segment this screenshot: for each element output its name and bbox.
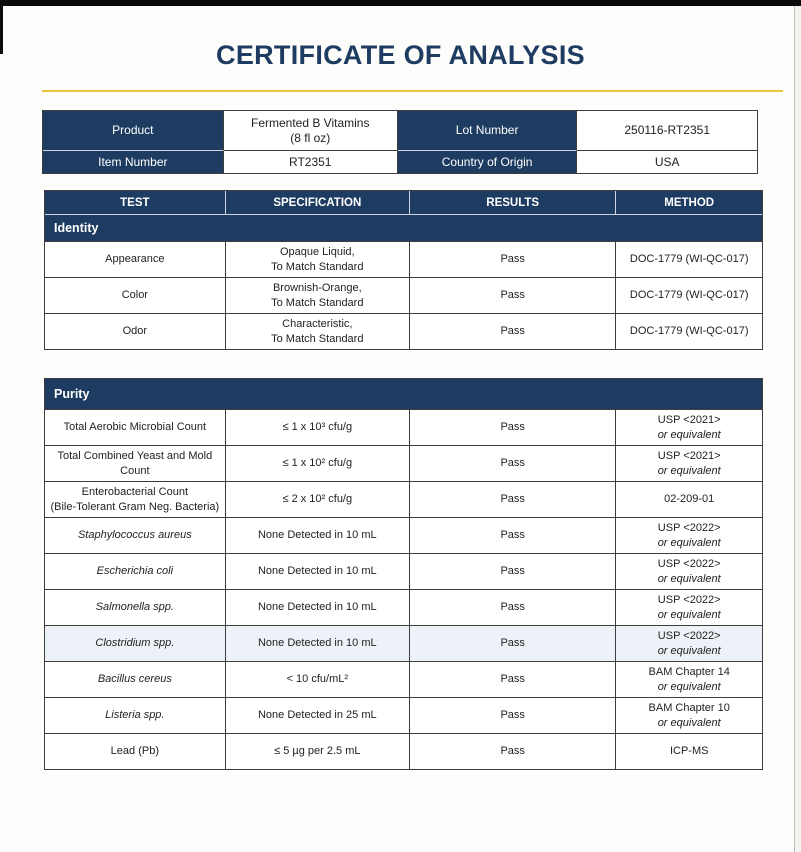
result-cell	[410, 314, 616, 349]
result-value: Pass	[500, 529, 525, 542]
spec-cell	[226, 626, 410, 661]
spec-cell	[226, 590, 410, 625]
test-name-line: Lead (Pb)	[110, 745, 159, 758]
method-cell	[616, 554, 762, 589]
result-value: Pass	[500, 421, 525, 434]
spec-cell	[226, 242, 410, 277]
test-name-line: Enterobacterial Count	[81, 486, 189, 499]
spec-line: < 10 cfu/mL²	[286, 673, 349, 686]
product-label: Product	[43, 111, 224, 150]
results-header-row	[45, 191, 762, 214]
spec-line: None Detected in 10 mL	[257, 601, 377, 614]
method-line: DOC-1779 (WI-QC-017)	[629, 253, 749, 266]
product-value-line: (8 fl oz)	[290, 130, 331, 145]
test-cell	[45, 518, 226, 553]
result-cell	[410, 734, 616, 769]
method-line: or equivalent	[657, 608, 721, 621]
spec-cell	[226, 698, 410, 733]
test-cell	[45, 554, 226, 589]
table-row	[45, 661, 762, 697]
scan-edge-band	[795, 6, 801, 852]
purity-rows	[45, 409, 762, 769]
spec-cell	[226, 446, 410, 481]
spec-line: ≤ 2 x 10² cfu/g	[282, 493, 353, 506]
test-name-line: Total Combined Yeast and Mold	[57, 450, 213, 463]
spec-line: To Match Standard	[271, 332, 364, 345]
result-cell	[410, 626, 616, 661]
result-cell	[410, 446, 616, 481]
method-line: or equivalent	[657, 572, 721, 585]
method-line: or equivalent	[657, 716, 721, 729]
method-cell	[616, 482, 762, 517]
spec-cell	[226, 554, 410, 589]
table-row	[45, 277, 762, 313]
product-info-table	[42, 110, 758, 174]
result-value: Pass	[500, 325, 525, 338]
table-row	[45, 481, 762, 517]
column-header-method: METHOD	[664, 197, 715, 209]
origin-value: USA	[577, 150, 757, 173]
spec-cell	[226, 662, 410, 697]
result-value: Pass	[500, 253, 525, 266]
spec-line: Brownish-Orange,	[272, 282, 362, 295]
test-cell	[45, 410, 226, 445]
test-name-line: (Bile-Tolerant Gram Neg. Bacteria)	[50, 500, 220, 513]
spec-line: ≤ 5 µg per 2.5 mL	[274, 745, 361, 758]
test-name-line: Clostridium spp.	[95, 637, 175, 650]
table-row	[45, 625, 762, 661]
test-cell	[45, 314, 226, 349]
identity-rows	[45, 241, 762, 349]
spec-line: None Detected in 10 mL	[257, 529, 377, 542]
spec-cell	[226, 278, 410, 313]
method-cell	[616, 626, 762, 661]
method-line: or equivalent	[657, 680, 721, 693]
table-row	[45, 241, 762, 277]
method-line: 02-209-01	[664, 493, 715, 506]
spec-cell	[226, 518, 410, 553]
spec-line: Characteristic,	[282, 318, 353, 331]
result-cell	[410, 698, 616, 733]
method-line: DOC-1779 (WI-QC-017)	[629, 289, 749, 302]
table-row	[45, 517, 762, 553]
result-value: Pass	[500, 289, 525, 302]
method-line: DOC-1779 (WI-QC-017)	[629, 325, 749, 338]
result-cell	[410, 662, 616, 697]
result-cell	[410, 410, 616, 445]
spec-line: ≤ 1 x 10² cfu/g	[282, 457, 353, 470]
spec-line: ≤ 1 x 10³ cfu/g	[282, 421, 353, 434]
result-cell	[410, 590, 616, 625]
test-cell	[45, 278, 226, 313]
method-line: USP <2022>	[657, 522, 721, 535]
method-cell	[616, 278, 762, 313]
method-line: or equivalent	[657, 644, 721, 657]
method-line: USP <2022>	[657, 558, 721, 571]
section-header-purity: Purity	[45, 379, 762, 409]
test-name-line: Count	[120, 464, 150, 477]
spec-cell	[226, 410, 410, 445]
table-row	[45, 589, 762, 625]
table-row	[45, 553, 762, 589]
spec-cell	[226, 482, 410, 517]
result-value: Pass	[500, 637, 525, 650]
method-line: or equivalent	[657, 536, 721, 549]
method-line: USP <2021>	[657, 414, 721, 427]
scan-edge-right	[794, 6, 795, 852]
test-cell	[45, 734, 226, 769]
method-line: USP <2022>	[657, 630, 721, 643]
identity-table	[44, 190, 763, 350]
test-name-line: Appearance	[105, 253, 165, 266]
lot-number-label: Lot Number	[398, 111, 578, 150]
column-header-test: TEST	[45, 191, 226, 214]
item-number-value: RT2351	[224, 150, 398, 173]
spec-line: None Detected in 25 mL	[257, 709, 377, 722]
test-name-line: Bacillus cereus	[97, 673, 172, 686]
test-cell	[45, 662, 226, 697]
lot-number-value: 250116-RT2351	[624, 123, 710, 137]
table-row	[45, 445, 762, 481]
test-cell	[45, 242, 226, 277]
test-name-line: Odor	[122, 325, 148, 338]
result-value: Pass	[500, 457, 525, 470]
spec-line: Opaque Liquid,	[279, 246, 355, 259]
test-cell	[45, 698, 226, 733]
test-cell	[45, 590, 226, 625]
method-line: USP <2021>	[657, 450, 721, 463]
title-divider	[42, 90, 783, 92]
test-name-line: Color	[121, 289, 148, 302]
method-line: ICP-MS	[669, 745, 709, 758]
test-name-line: Escherichia coli	[96, 565, 174, 578]
method-cell	[616, 314, 762, 349]
spec-line: To Match Standard	[271, 260, 364, 273]
spec-line: None Detected in 10 mL	[257, 637, 377, 650]
result-cell	[410, 518, 616, 553]
document-title: CERTIFICATE OF ANALYSIS	[216, 40, 585, 70]
method-cell	[616, 518, 762, 553]
item-number-label: Item Number	[43, 150, 224, 173]
method-line: USP <2022>	[657, 594, 721, 607]
result-value: Pass	[500, 673, 525, 686]
column-header-specification: SPECIFICATION	[226, 191, 410, 214]
method-cell	[616, 410, 762, 445]
table-row	[45, 409, 762, 445]
column-header-results: RESULTS	[410, 191, 616, 214]
test-name-line: Salmonella spp.	[95, 601, 174, 614]
result-cell	[410, 482, 616, 517]
method-line: BAM Chapter 14	[648, 666, 730, 679]
method-cell	[616, 590, 762, 625]
table-row	[45, 313, 762, 349]
result-cell	[410, 242, 616, 277]
method-line: or equivalent	[657, 428, 721, 441]
test-cell	[45, 446, 226, 481]
method-cell	[616, 446, 762, 481]
spec-cell	[226, 314, 410, 349]
result-value: Pass	[500, 745, 525, 758]
test-cell	[45, 482, 226, 517]
origin-label: Country of Origin	[398, 150, 578, 173]
result-value: Pass	[500, 709, 525, 722]
spec-cell	[226, 734, 410, 769]
result-value: Pass	[500, 493, 525, 506]
method-line: BAM Chapter 10	[648, 702, 730, 715]
method-line: or equivalent	[657, 464, 721, 477]
product-value-line: Fermented B Vitamins	[250, 115, 370, 130]
method-cell	[616, 662, 762, 697]
table-row	[45, 697, 762, 733]
method-cell	[616, 734, 762, 769]
table-row	[45, 733, 762, 769]
purity-table	[44, 378, 763, 770]
result-cell	[410, 278, 616, 313]
method-cell	[616, 698, 762, 733]
method-cell	[616, 242, 762, 277]
test-name-line: Total Aerobic Microbial Count	[63, 421, 207, 434]
scan-edge-top	[0, 0, 801, 6]
test-name-line: Listeria spp.	[105, 709, 165, 722]
spec-line: None Detected in 10 mL	[257, 565, 377, 578]
result-cell	[410, 554, 616, 589]
test-cell	[45, 626, 226, 661]
product-value	[224, 111, 398, 150]
result-value: Pass	[500, 565, 525, 578]
spec-line: To Match Standard	[271, 296, 364, 309]
result-value: Pass	[500, 601, 525, 614]
test-name-line: Staphylococcus aureus	[77, 529, 192, 542]
section-header-identity: Identity	[45, 214, 762, 241]
